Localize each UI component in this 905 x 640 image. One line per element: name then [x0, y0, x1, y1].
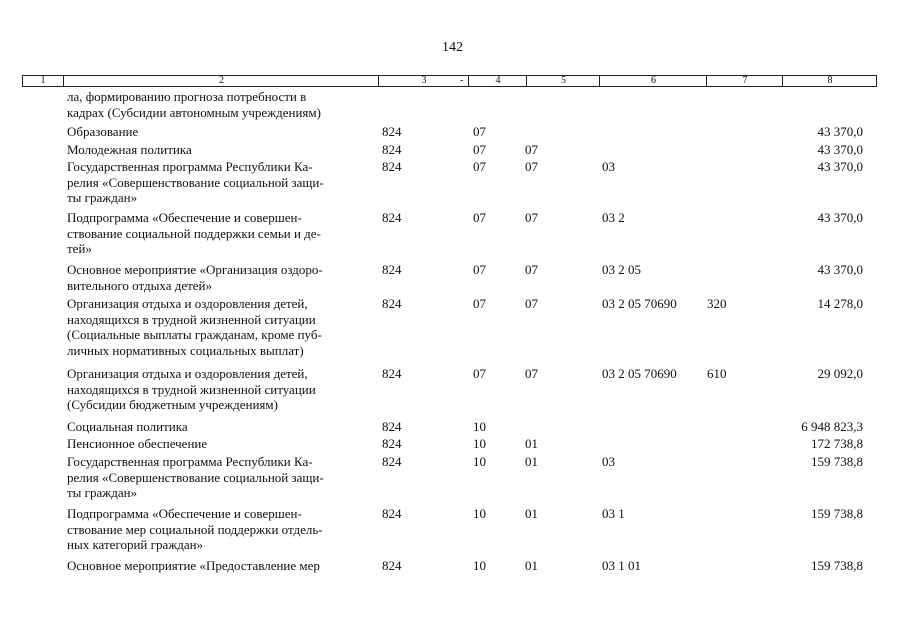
header-col-5: 5 — [526, 76, 600, 86]
header-dash: - — [460, 75, 464, 86]
row-section: 07 — [473, 262, 486, 277]
row-amount: 6 948 823,3 — [801, 419, 863, 434]
description-line: ты граждан» — [67, 190, 138, 205]
header-col-2: 2 — [63, 76, 379, 86]
row-ministry-code: 824 — [382, 142, 402, 157]
row-description — [67, 159, 372, 206]
row-target-article: 03 — [602, 159, 615, 174]
row-description — [67, 124, 372, 140]
row-section: 10 — [473, 506, 486, 521]
description-line: (Социальные выплаты гражданам, кроме пуб- — [67, 327, 322, 342]
row-target-article: 03 2 — [602, 210, 625, 225]
row-target-article: 03 1 01 — [602, 558, 641, 573]
description-line: Пенсионное обеспечение — [67, 436, 208, 451]
row-target-article: 03 1 — [602, 506, 625, 521]
row-section: 07 — [473, 210, 486, 225]
row-expense-type: 610 — [707, 366, 727, 381]
row-section: 10 — [473, 436, 486, 451]
row-section: 10 — [473, 419, 486, 434]
row-ministry-code: 824 — [382, 262, 402, 277]
row-section: 10 — [473, 454, 486, 469]
row-target-article: 03 2 05 70690 — [602, 366, 677, 381]
row-amount: 159 738,8 — [811, 558, 863, 573]
row-amount: 43 370,0 — [817, 262, 863, 277]
row-subsection: 07 — [525, 210, 538, 225]
row-subsection: 07 — [525, 296, 538, 311]
header-col-3: 3 — [378, 76, 469, 86]
row-section: 10 — [473, 558, 486, 573]
description-line: находящихся в трудной жизненной ситуации — [67, 381, 316, 397]
row-expense-type: 320 — [707, 296, 727, 311]
row-description — [67, 419, 372, 435]
description-line: Основное мероприятие «Предоставление мер — [67, 558, 320, 573]
description-line: Организация отдыха и оздоровления детей, — [67, 366, 308, 381]
row-section: 07 — [473, 296, 486, 311]
header-col-6: 6 — [599, 76, 707, 86]
description-line: вительного отдыха детей» — [67, 277, 213, 293]
row-target-article: 03 — [602, 454, 615, 469]
description-line: находящихся в трудной жизненной ситуации — [67, 311, 316, 327]
row-ministry-code: 824 — [382, 419, 402, 434]
description-line: Организация отдыха и оздоровления детей, — [67, 296, 308, 311]
row-ministry-code: 824 — [382, 124, 402, 139]
description-line: релия «Совершенствование социальной защи- — [67, 174, 324, 190]
description-line: ствование социальной поддержки семьи и де- — [67, 225, 321, 241]
row-description — [67, 89, 372, 120]
header-col-1: 1 — [40, 75, 46, 86]
header-col-4: 4 — [468, 76, 527, 86]
row-ministry-code: 824 — [382, 210, 402, 225]
row-subsection: 07 — [525, 262, 538, 277]
description-line: Основное мероприятие «Организация оздоро- — [67, 262, 323, 277]
row-amount: 43 370,0 — [817, 159, 863, 174]
row-description — [67, 142, 372, 158]
row-amount: 159 738,8 — [811, 506, 863, 521]
row-subsection: 07 — [525, 142, 538, 157]
description-line: Социальная политика — [67, 419, 188, 434]
description-line: ты граждан» — [67, 485, 138, 500]
description-line: личных нормативных социальных выплат) — [67, 342, 304, 358]
description-line: Государственная программа Республики Ка- — [67, 454, 313, 469]
row-subsection: 01 — [525, 454, 538, 469]
description-line: Молодежная политика — [67, 142, 192, 157]
row-amount: 14 278,0 — [817, 296, 863, 311]
row-amount: 43 370,0 — [817, 210, 863, 225]
row-ministry-code: 824 — [382, 558, 402, 573]
header-col-8: 8 — [782, 76, 877, 86]
description-line: ла, формированию прогноза потребности в — [67, 89, 307, 104]
description-line: Государственная программа Республики Ка- — [67, 159, 313, 174]
row-description — [67, 296, 372, 358]
description-line: (Субсидии бюджетным учреждениям) — [67, 397, 278, 412]
row-section: 07 — [473, 142, 486, 157]
row-section: 07 — [473, 159, 486, 174]
row-description — [67, 366, 372, 413]
row-ministry-code: 824 — [382, 159, 402, 174]
description-line: Образование — [67, 124, 139, 139]
row-section: 07 — [473, 124, 486, 139]
row-target-article: 03 2 05 — [602, 262, 641, 277]
description-line: кадрах (Субсидии автономным учреждениям) — [67, 104, 321, 120]
row-target-article: 03 2 05 70690 — [602, 296, 677, 311]
row-amount: 172 738,8 — [811, 436, 863, 451]
row-amount: 43 370,0 — [817, 124, 863, 139]
row-description — [67, 262, 372, 293]
row-ministry-code: 824 — [382, 296, 402, 311]
row-subsection: 01 — [525, 558, 538, 573]
row-amount: 29 092,0 — [817, 366, 863, 381]
row-subsection: 01 — [525, 436, 538, 451]
page-number: 142 — [442, 40, 463, 55]
description-line: Подпрограмма «Обеспечение и совершен- — [67, 506, 302, 521]
row-description — [67, 436, 372, 452]
description-line: ствование мер социальной поддержки отдель- — [67, 521, 323, 537]
table-header-row — [22, 75, 877, 87]
row-description — [67, 210, 372, 257]
row-amount: 159 738,8 — [811, 454, 863, 469]
row-ministry-code: 824 — [382, 454, 402, 469]
row-description — [67, 558, 372, 574]
row-section: 07 — [473, 366, 486, 381]
description-line: Подпрограмма «Обеспечение и совершен- — [67, 210, 302, 225]
row-description — [67, 454, 372, 501]
row-subsection: 07 — [525, 159, 538, 174]
row-ministry-code: 824 — [382, 366, 402, 381]
description-line: релия «Совершенствование социальной защи- — [67, 469, 324, 485]
description-line: ных категорий граждан» — [67, 537, 204, 552]
description-line: тей» — [67, 241, 92, 256]
row-ministry-code: 824 — [382, 506, 402, 521]
row-description — [67, 506, 372, 553]
header-col-7: 7 — [706, 76, 783, 86]
row-amount: 43 370,0 — [817, 142, 863, 157]
row-ministry-code: 824 — [382, 436, 402, 451]
row-subsection: 07 — [525, 366, 538, 381]
row-subsection: 01 — [525, 506, 538, 521]
